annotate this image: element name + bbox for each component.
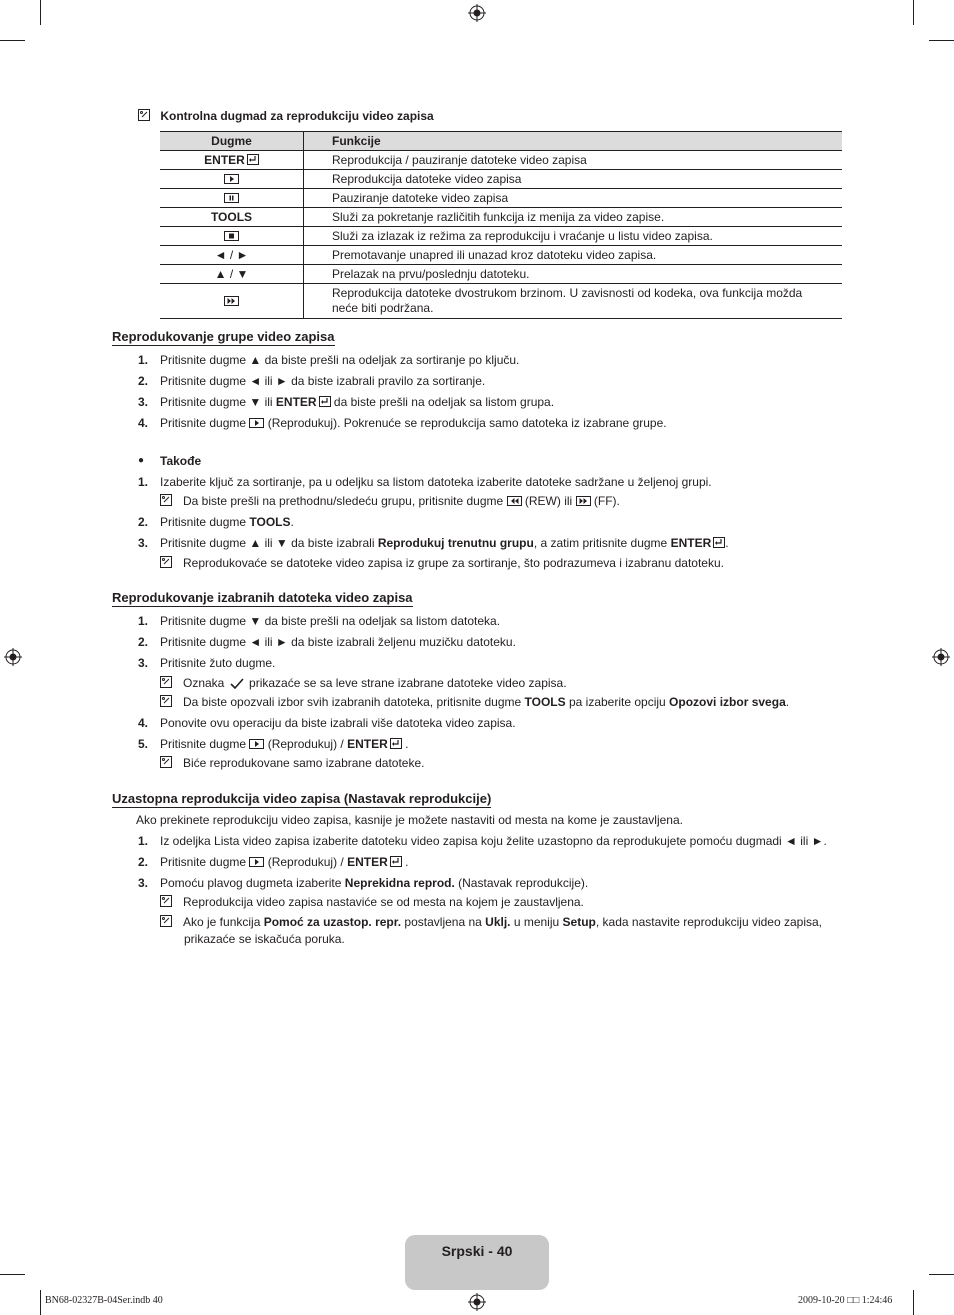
- note: Biće reprodukovane samo izabrane datoteke.: [160, 756, 424, 770]
- table-row: [160, 189, 842, 208]
- crop-mark: [929, 1274, 954, 1275]
- table-row: [160, 170, 842, 189]
- column-header: Dugme: [160, 132, 304, 151]
- step-text: Pritisnite dugme ▼ ili ENTER da biste prešli na odeljak sa listom grupa.: [160, 395, 555, 409]
- section-heading: Reprodukovanje izabranih datoteka video zapisa: [112, 590, 413, 605]
- table-row: [160, 246, 842, 265]
- section-heading: Uzastopna reprodukcija video zapisa (Nastavak reprodukcije): [112, 791, 492, 806]
- table-caption: Kontrolna dugmad za reprodukciju video zapisa: [138, 109, 434, 123]
- fast-forward-icon: [224, 296, 239, 306]
- step-text: Pritisnite dugme (Reprodukuj). Pokrenuće se reprodukcija samo datoteka iz izabrane grupe.: [160, 416, 667, 430]
- crop-mark: [913, 0, 914, 25]
- play-icon: [249, 739, 264, 749]
- note: Reprodukcija video zapisa nastaviće se od mesta na kojem je zaustavljena.: [160, 895, 584, 909]
- note-icon: [138, 109, 150, 121]
- table-row: [160, 151, 842, 170]
- enter-icon: [390, 856, 402, 867]
- intro-text: Ako prekinete reprodukciju video zapisa, kasnije je možete nastaviti od mesta na kome je zaustavljena.: [136, 813, 683, 827]
- button-label: TOOLS: [160, 208, 304, 227]
- step-text: Pritisnite žuto dugme.: [160, 656, 276, 670]
- table-row: [160, 227, 842, 246]
- function-cell: Prelazak na prvu/poslednju datoteku.: [304, 265, 843, 284]
- registration-mark-icon: [932, 648, 950, 666]
- step-text: Pritisnite dugme (Reprodukuj) / ENTER .: [160, 855, 409, 869]
- step-text: Pritisnite dugme TOOLS.: [160, 515, 294, 529]
- enter-icon: [390, 738, 402, 749]
- play-icon: [249, 857, 264, 867]
- step-text: Pritisnite dugme ▲ da biste prešli na odeljak za sortiranje po ključu.: [160, 353, 520, 367]
- crop-mark: [913, 1290, 914, 1315]
- rewind-icon: [507, 496, 522, 506]
- step-text: Pritisnite dugme ◄ ili ► da biste izabrali pravilo za sortiranje.: [160, 374, 486, 388]
- column-header: Funkcije: [304, 132, 843, 151]
- file-info: BN68-02327B-04Ser.indb 40: [45, 1295, 163, 1306]
- play-icon: [249, 418, 264, 428]
- registration-mark-icon: [468, 4, 486, 22]
- step-text: Pritisnite dugme ◄ ili ► da biste izabrali željenu muzičku datoteku.: [160, 635, 516, 649]
- step-text: Ponovite ovu operaciju da biste izabrali više datoteka video zapisa.: [160, 716, 516, 730]
- step-text: Iz odeljka Lista video zapisa izaberite datoteku video zapisa koju želite uzastopno da reprodukujete pomoću dugmadi ◄ ili ►.: [160, 834, 827, 848]
- crop-mark: [0, 40, 25, 41]
- note-icon: [160, 676, 172, 688]
- function-cell: Pauziranje datoteke video zapisa: [304, 189, 843, 208]
- enter-icon: [713, 537, 725, 548]
- step-text: Izaberite ključ za sortiranje, pa u odeljku sa listom datoteka izaberite datoteke sadržane u željenoj grupi.: [160, 475, 712, 489]
- note: Oznaka prikazaće se sa leve strane izabrane datoteke video zapisa.: [160, 676, 567, 690]
- checkmark-icon: [230, 678, 244, 689]
- note: Reprodukovaće se datoteke video zapisa iz grupe za sortiranje, što podrazumeva i izabranu datoteku.: [160, 556, 724, 570]
- registration-mark-icon: [468, 1293, 486, 1311]
- function-cell: Služi za pokretanje različitih funkcija iz menija za video zapise.: [304, 208, 843, 227]
- step-text: Pritisnite dugme ▲ ili ▼ da biste izabrali Reprodukuj trenutnu grupu, a zatim pritisnite dugme ENTER .: [160, 536, 729, 550]
- step-text: Pritisnite dugme ▼ da biste prešli na odeljak sa listom datoteka.: [160, 614, 501, 628]
- table-header-row: [160, 132, 842, 151]
- note-icon: [160, 556, 172, 568]
- button-label: ▲ / ▼: [160, 265, 304, 284]
- table-row: [160, 265, 842, 284]
- note-icon: [160, 895, 172, 907]
- also-label: Takođe: [160, 454, 202, 468]
- note: Da biste opozvali izbor svih izabranih datoteka, pritisnite dugme TOOLS pa izaberite opciju Opozovi izbor svega.: [160, 695, 789, 709]
- crop-mark: [40, 1290, 41, 1315]
- note-continuation: prikazaće se iskačuća poruka.: [184, 932, 345, 946]
- print-timestamp: 2009-10-20 □□ 1:24:46: [798, 1295, 893, 1306]
- registration-mark-icon: [4, 648, 22, 666]
- crop-mark: [40, 0, 41, 25]
- function-cell: Reprodukcija / pauziranje datoteke video zapisa: [304, 151, 843, 170]
- function-cell: Služi za izlazak iz režima za reprodukciju i vraćanje u listu video zapisa.: [304, 227, 843, 246]
- table-row: [160, 284, 842, 319]
- step-text: Pomoću plavog dugmeta izaberite Neprekidna reprod. (Nastavak reprodukcije).: [160, 876, 589, 890]
- enter-icon: [319, 396, 331, 407]
- button-label: ENTER: [204, 152, 245, 167]
- step-text: Pritisnite dugme (Reprodukuj) / ENTER .: [160, 737, 409, 751]
- function-cell: Premotavanje unapred ili unazad kroz datoteku video zapisa.: [304, 246, 843, 265]
- note: Ako je funkcija Pomoć za uzastop. repr. postavljena na Uklj. u meniju Setup, kada nastavite reprodukciju video zapisa,: [160, 915, 822, 929]
- pause-icon: [224, 193, 239, 203]
- crop-mark: [0, 1274, 25, 1275]
- crop-mark: [929, 40, 954, 41]
- page-number: Srpski - 40: [441, 1243, 513, 1259]
- section-heading: Reprodukovanje grupe video zapisa: [112, 329, 335, 344]
- playback-buttons-table: [160, 131, 842, 319]
- note: Da biste prešli na prethodnu/sledeću grupu, pritisnite dugme (REW) ili (FF).: [160, 494, 620, 508]
- note-icon: [160, 915, 172, 927]
- note-icon: [160, 494, 172, 506]
- play-icon: [224, 174, 239, 184]
- function-cell: Reprodukcija datoteke dvostrukom brzinom. U zavisnosti od kodeka, ova funkcija možda neće biti podržana.: [304, 284, 843, 319]
- table-row: [160, 208, 842, 227]
- button-label: ◄ / ►: [160, 246, 304, 265]
- function-cell: Reprodukcija datoteke video zapisa: [304, 170, 843, 189]
- enter-icon: [247, 154, 259, 165]
- fast-forward-icon: [576, 496, 591, 506]
- bullet-icon: ●: [138, 455, 145, 466]
- stop-icon: [224, 231, 239, 241]
- note-icon: [160, 695, 172, 707]
- note-icon: [160, 756, 172, 768]
